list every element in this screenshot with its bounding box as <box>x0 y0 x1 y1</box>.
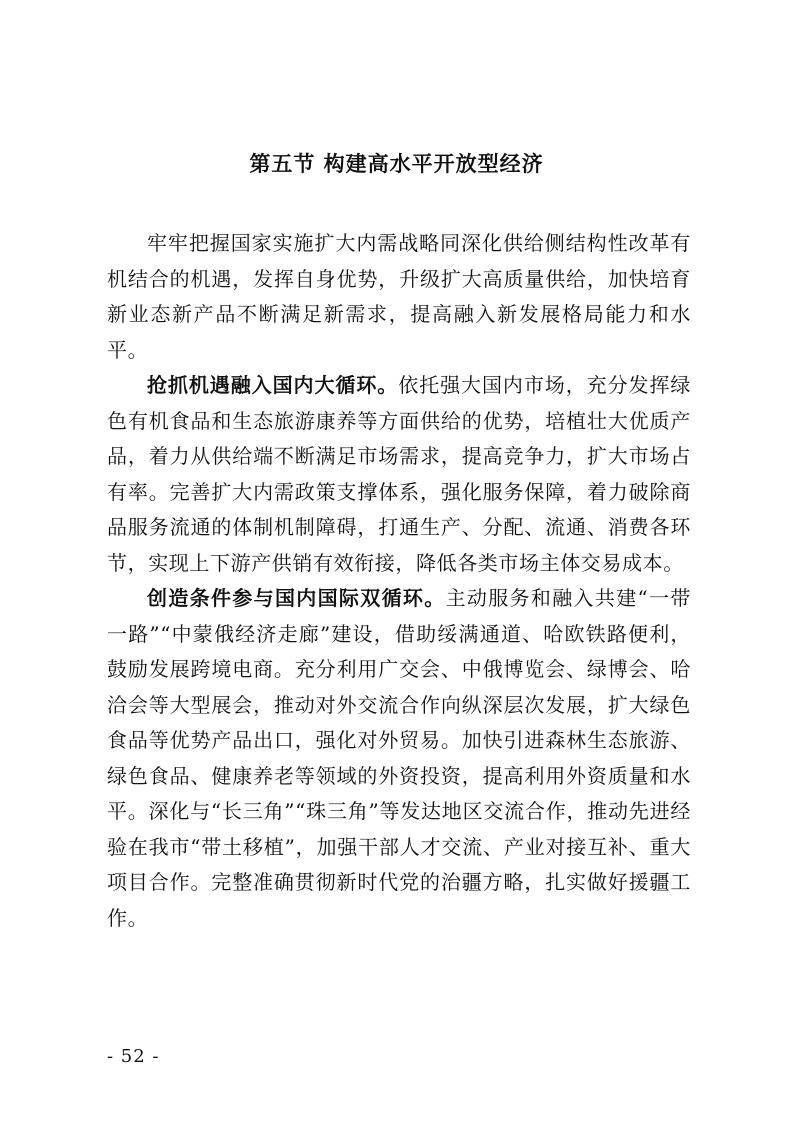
section-title: 第五节 构建高水平开放型经济 <box>249 152 544 176</box>
paragraph-lead-heading: 创造条件参与国内国际双循环。 <box>147 586 446 610</box>
body-text <box>107 226 691 936</box>
paragraph-intro <box>107 226 691 368</box>
page-number: - 52 - <box>107 1046 160 1067</box>
paragraph-domestic-circulation-text: 依托强大国内市场，充分发挥绿色有机食品和生态旅游康养等方面供给的优势，培植壮大优质产品，着力从供给端不断满足市场需求，提高竞争力，扩大市场占有率。完善扩大内需政策支撑体系，强化服务保障，着力破除商品服务流通的体制机制障碍，打通生产、分配、流通、消费各环节，实现上下游产供销有效衔接，降低各类市场主体交易成本。 <box>107 373 691 575</box>
paragraph-dual-circulation-text: 主动服务和融入共建“一带一路”“中蒙俄经济走廊”建设，借助绥满通道、哈欧铁路便利，鼓励发展跨境电商。充分利用广交会、中俄博览会、绿博会、哈洽会等大型展会，推动对外交流合作向纵深层次发展，扩大绿色食品等优势产品出口，强化对外贸易。加快引进森林生态旅游、绿色食品、健康养老等领域的外资投资，提高利用外资质量和水平。深化与“长三角”“珠三角”等发达地区交流合作，推动先进经验在我市“带土移植”，加强干部人才交流、产业对接互补、重大项目合作。完整准确贯彻新时代党的治疆方略，扎实做好援疆工作。 <box>107 586 691 930</box>
paragraph-intro-text: 牢牢把握国家实施扩大内需战略同深化供给侧结构性改革有机结合的机遇，发挥自身优势，升级扩大高质量供给，加快培育新业态新产品不断满足新需求，提高融入新发展格局能力和水平。 <box>107 231 691 362</box>
paragraph-domestic-circulation <box>107 368 691 581</box>
paragraph-lead-heading: 抢抓机遇融入国内大循环。 <box>147 373 399 397</box>
paragraph-dual-circulation <box>107 581 691 936</box>
